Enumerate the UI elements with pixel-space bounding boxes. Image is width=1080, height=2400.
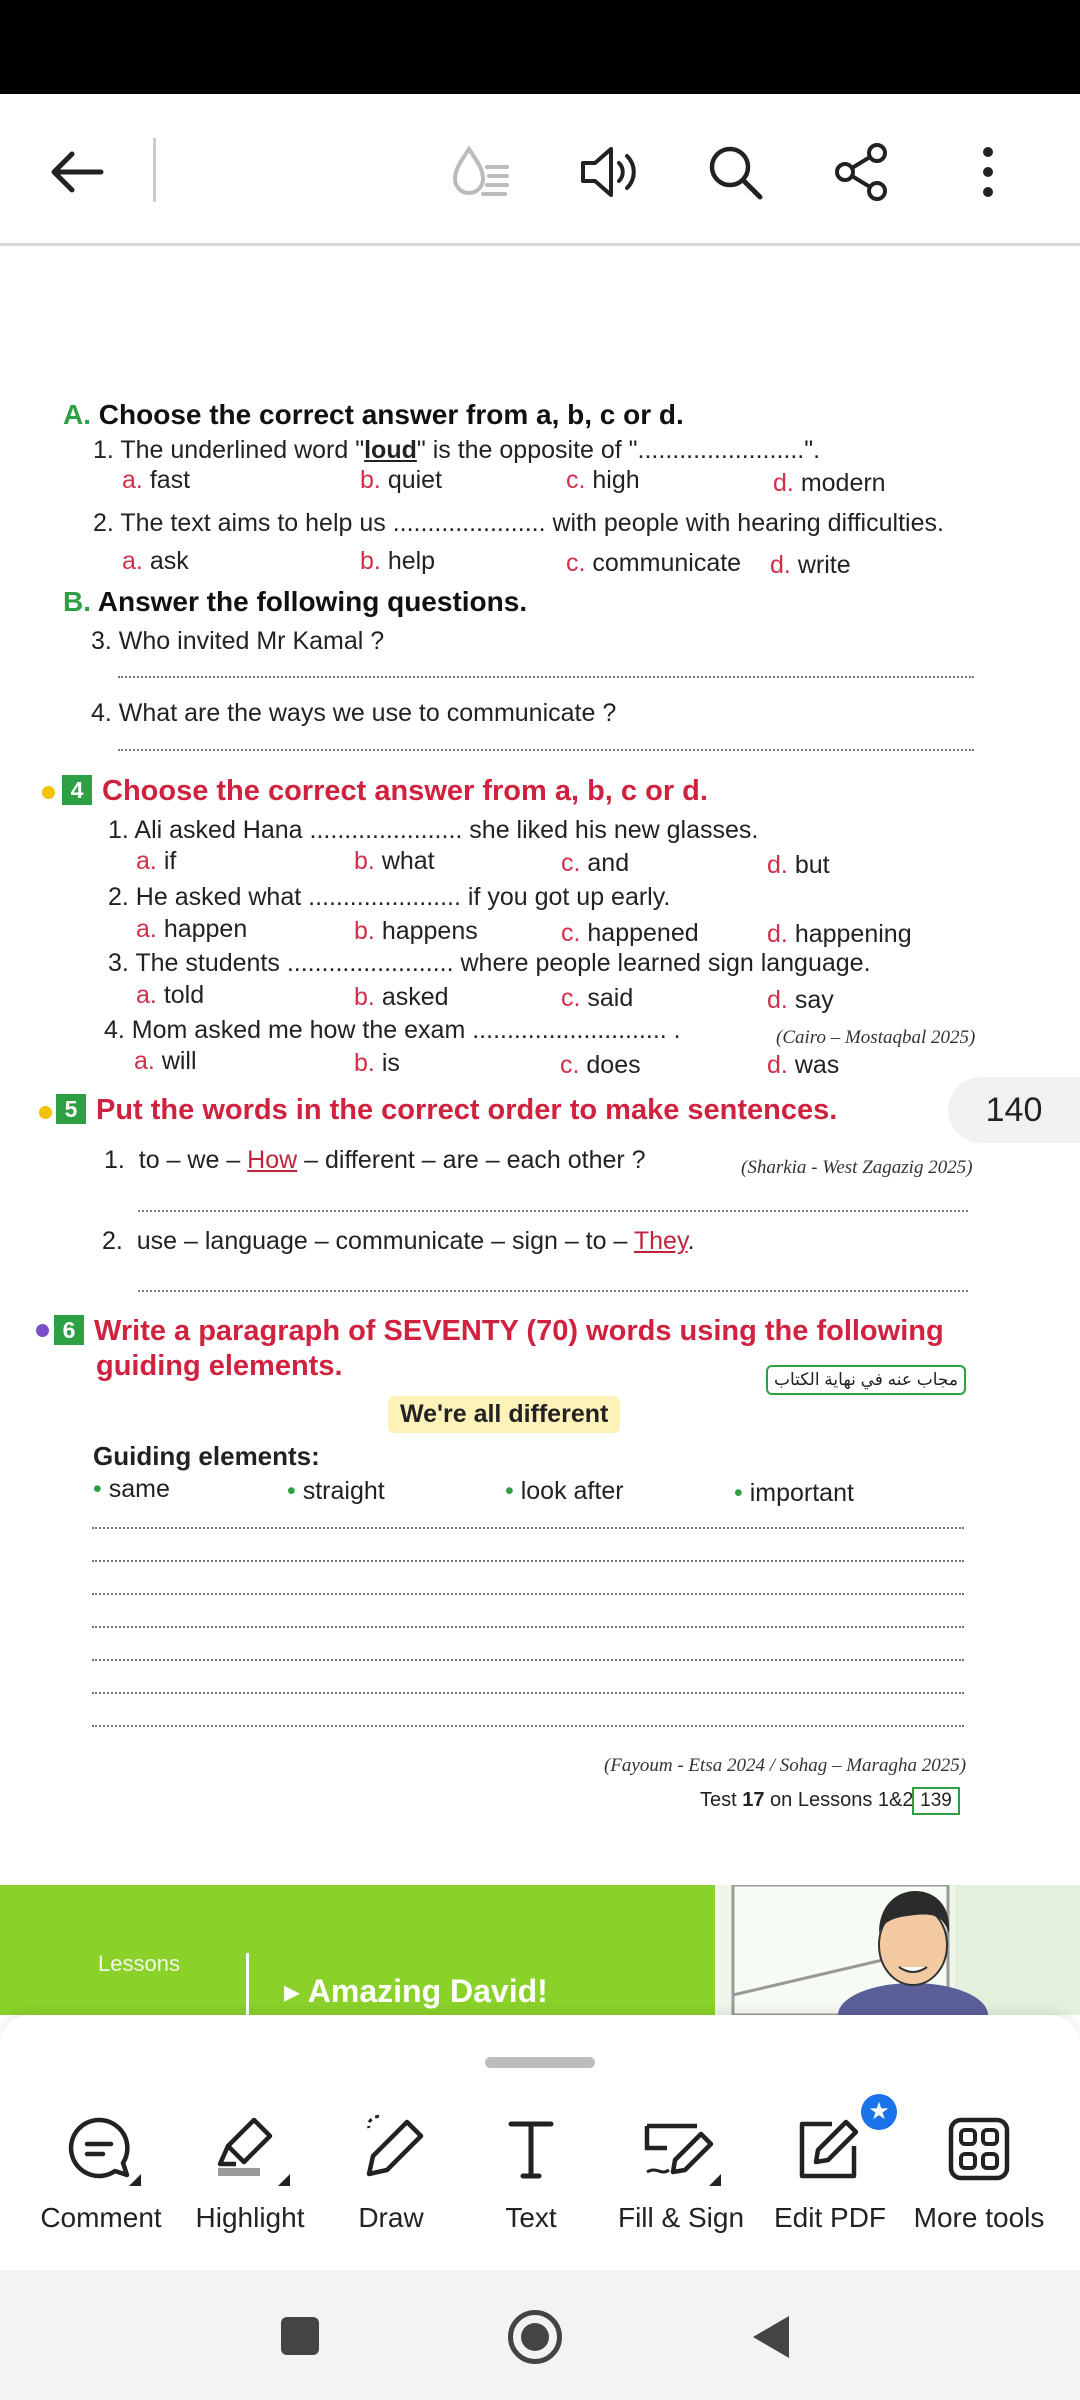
lessons-label: Lessons xyxy=(98,1951,180,1976)
highlight-tool[interactable] xyxy=(175,2110,325,2234)
status-bar xyxy=(0,0,1080,94)
read-aloud-icon[interactable] xyxy=(570,134,646,210)
source-citation: (Fayoum - Etsa 2024 / Sohag – Maragha 2025) xyxy=(604,1755,967,1776)
option-b: b. happens xyxy=(354,917,478,945)
guiding-element: • important xyxy=(734,1479,854,1507)
page-number: 139 xyxy=(912,1787,960,1815)
draw-icon xyxy=(316,2110,466,2188)
comment-tool[interactable] xyxy=(26,2110,176,2234)
option-b: b. what xyxy=(354,847,435,875)
reading-mode-icon[interactable] xyxy=(442,134,518,210)
page-indicator[interactable]: 140 xyxy=(948,1077,1080,1143)
edit-pdf-tool[interactable] xyxy=(755,2098,905,2234)
arabic-note-badge: مجاب عنه في نهاية الكتاب xyxy=(766,1365,966,1395)
answer-line[interactable] xyxy=(138,1210,968,1212)
ex4-question-1: 1. Ali asked Hana ...................... she liked his new glasses. xyxy=(108,816,759,844)
question-3: 3. Who invited Mr Kamal ? xyxy=(91,627,385,655)
option-a: a. ask xyxy=(122,547,189,575)
banner-illustration xyxy=(715,1885,1080,2015)
home-icon[interactable] xyxy=(508,2310,562,2364)
bullet-dot xyxy=(36,1324,49,1337)
page-footer-label: Test 17 on Lessons 1&2 xyxy=(700,1789,914,1811)
option-d: d. write xyxy=(770,551,851,579)
toolbar-divider xyxy=(153,138,156,202)
tool-label: Comment xyxy=(40,2202,162,2233)
share-icon[interactable] xyxy=(824,134,900,210)
draw-tool[interactable] xyxy=(316,2110,466,2234)
ex4-question-4: 4. Mom asked me how the exam ............................ . xyxy=(104,1016,681,1044)
premium-star-icon: ★ xyxy=(861,2094,897,2130)
guiding-element: • same xyxy=(93,1475,170,1503)
tool-label: Draw xyxy=(358,2202,424,2233)
writing-line[interactable] xyxy=(92,1659,964,1661)
tool-label: More tools xyxy=(913,2202,1045,2233)
top-toolbar xyxy=(0,94,1080,246)
option-c: c. happened xyxy=(561,919,699,947)
option-b: b. asked xyxy=(354,983,449,1011)
banner-divider xyxy=(246,1953,249,2015)
comment-icon xyxy=(26,2110,176,2188)
option-d: d. say xyxy=(767,986,834,1014)
back-icon[interactable] xyxy=(749,2314,791,2360)
guiding-elements-label: Guiding elements: xyxy=(93,1441,320,1471)
lesson-banner xyxy=(0,1885,715,2015)
question-1: 1. The underlined word "loud" is the opposite of "........................". xyxy=(93,436,821,464)
section-b-heading: B. Answer the following questions. xyxy=(63,586,528,617)
tool-label: Highlight xyxy=(195,2202,305,2233)
system-nav-bar xyxy=(0,2270,1080,2400)
writing-line[interactable] xyxy=(92,1527,964,1529)
exercise-6-heading: 6 Write a paragraph of SEVENTY (70) words using the following xyxy=(54,1315,944,1348)
guiding-element: • look after xyxy=(505,1477,624,1505)
answer-line[interactable] xyxy=(118,749,974,751)
guiding-element: • straight xyxy=(287,1477,385,1505)
question-2: 2. The text aims to help us ...................... with people with hearing difficulties. xyxy=(93,509,944,537)
bullet-dot xyxy=(39,1106,52,1119)
writing-line[interactable] xyxy=(92,1692,964,1694)
option-a: a. fast xyxy=(122,466,191,494)
fill-sign-tool[interactable] xyxy=(606,2110,756,2234)
option-c: c. does xyxy=(560,1051,641,1079)
sheet-drag-handle[interactable] xyxy=(485,2057,595,2068)
option-d: d. modern xyxy=(773,469,886,497)
option-c: c. high xyxy=(566,466,640,494)
text-icon xyxy=(456,2110,606,2188)
back-arrow-icon[interactable] xyxy=(38,134,114,210)
answer-line[interactable] xyxy=(138,1290,968,1292)
option-b: b. is xyxy=(354,1049,400,1077)
option-a: a. will xyxy=(134,1047,197,1075)
option-d: d. but xyxy=(767,851,830,879)
writing-line[interactable] xyxy=(92,1626,964,1628)
text-tool[interactable] xyxy=(456,2110,606,2234)
writing-line[interactable] xyxy=(92,1725,964,1727)
topic-title: We're all different xyxy=(388,1396,620,1433)
option-a: a. told xyxy=(136,981,205,1009)
option-c: c. and xyxy=(561,849,630,877)
pdf-page[interactable] xyxy=(0,249,1080,1869)
banner-title: ▸ Amazing David! xyxy=(284,1973,548,2009)
writing-line[interactable] xyxy=(92,1560,964,1562)
option-d: d. was xyxy=(767,1051,840,1079)
ex5-sentence-2: 2. use – language – communicate – sign – to – They. xyxy=(102,1227,695,1255)
source-citation: (Cairo – Mostaqbal 2025) xyxy=(776,1027,976,1048)
question-4: 4. What are the ways we use to communicate ? xyxy=(91,699,617,727)
ex4-question-2: 2. He asked what ...................... if you got up early. xyxy=(108,883,671,911)
tool-label: Text xyxy=(505,2202,557,2233)
more-tools-icon xyxy=(904,2110,1054,2188)
bullet-dot xyxy=(42,786,55,799)
option-c: c. said xyxy=(561,984,634,1012)
option-b: b. quiet xyxy=(360,466,443,494)
ex5-sentence-1: 1. to – we – How – different – are – each other ? xyxy=(104,1146,646,1174)
section-a-heading: A. Choose the correct answer from a, b, c or d. xyxy=(63,399,684,430)
option-c: c. communicate xyxy=(566,549,742,577)
option-d: d. happening xyxy=(767,920,912,948)
search-icon[interactable] xyxy=(697,134,773,210)
exercise-6-heading-line2: guiding elements. xyxy=(96,1350,343,1382)
option-a: a. if xyxy=(136,847,177,875)
exercise-4-heading: 4 Choose the correct answer from a, b, c or d. xyxy=(62,775,708,808)
recents-icon[interactable] xyxy=(281,2317,319,2355)
fill-sign-icon xyxy=(606,2110,756,2188)
answer-line[interactable] xyxy=(118,676,974,678)
exercise-5-heading: 5 Put the words in the correct order to make sentences. xyxy=(56,1094,837,1127)
more-vert-icon[interactable] xyxy=(950,134,1026,210)
source-citation: (Sharkia - West Zagazig 2025) xyxy=(741,1157,973,1178)
writing-line[interactable] xyxy=(92,1593,964,1595)
ex4-question-3: 3. The students ........................ where people learned sign language. xyxy=(108,949,871,977)
tool-label: Edit PDF xyxy=(773,2202,887,2233)
option-b: b. help xyxy=(360,547,436,575)
highlight-icon xyxy=(175,2110,325,2188)
tool-label: Fill & Sign xyxy=(617,2202,745,2233)
option-a: a. happen xyxy=(136,915,248,943)
more-tools-tool[interactable] xyxy=(904,2110,1054,2234)
